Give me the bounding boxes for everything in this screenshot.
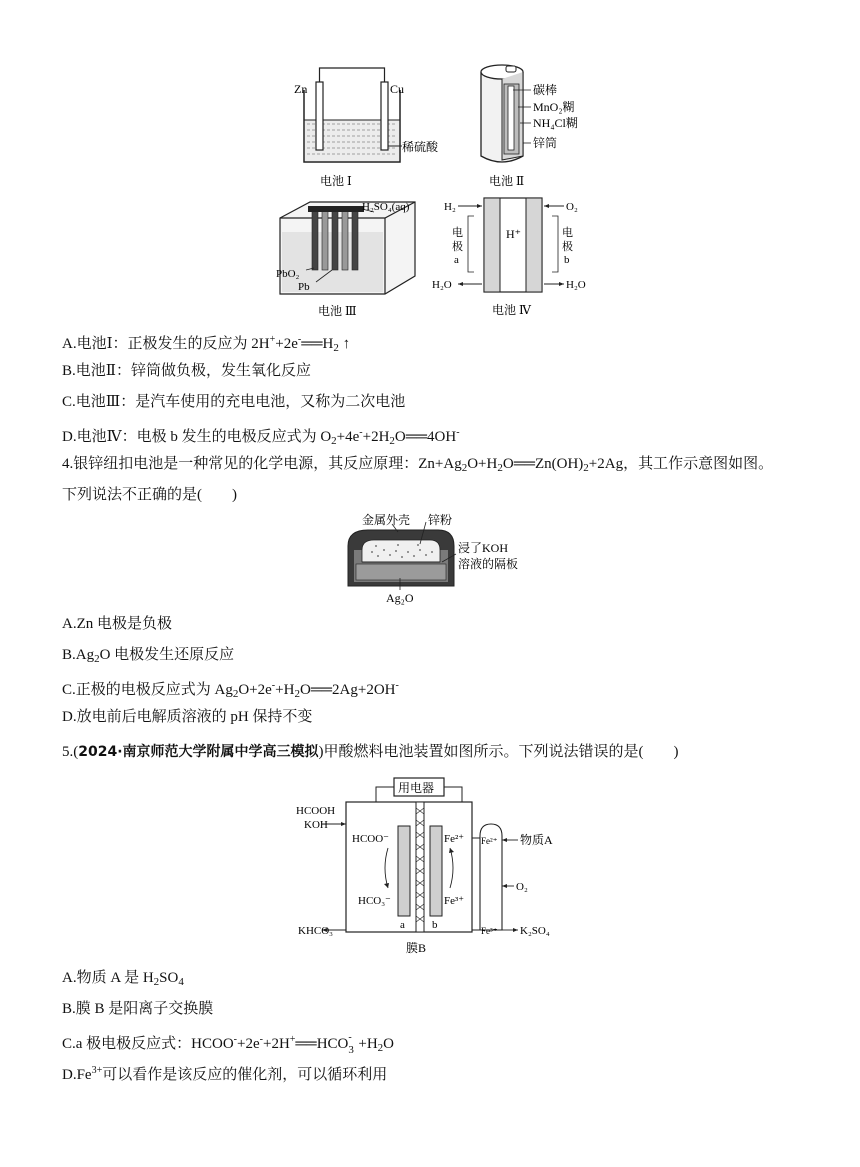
figure-formic-acid-fuel-cell	[292, 776, 582, 960]
q4-stem-line-1: 4.银锌纽扣电池是一种常见的化学电源，其反应原理：$Zn+Ag_2O+H_2O══Zn(OH)_2+2Ag$，其工作示意图如图。	[62, 456, 774, 474]
cell2-carbon-label: 碳棒	[533, 83, 558, 97]
fuel-o2-label: O₂	[516, 881, 528, 893]
fuel-fe2-right-label: Fe²⁺	[481, 836, 498, 846]
fuel-electrode-a: a	[400, 919, 405, 931]
q5-option-b: B.膜 B 是阳离子交换膜	[62, 1001, 214, 1017]
q4-stem-line-2: 下列说法不正确的是( )	[62, 487, 237, 503]
q4-option-b: $B.Ag_2O$ 电极发生还原反应	[62, 647, 235, 665]
q4-option-d: D.放电前后电解质溶液的 pH 保持不变	[62, 709, 313, 725]
q5-option-d: $D.Fe^{3+}$可以看作是该反应的催化剂，可以循环利用	[62, 1065, 388, 1083]
button-separator-label-2: 溶液的隔板	[458, 557, 519, 571]
fuel-substance-a-label: 物质A	[520, 833, 553, 847]
q3-option-b: B.电池Ⅱ：锌筒做负极，发生氧化反应	[62, 363, 311, 379]
fuel-fe3-right-label: Fe³⁺	[481, 926, 498, 936]
q3-option-a: A.电池Ⅰ：正极发生的反应为 $2H^++2e^-══H_2$ ↑	[62, 334, 351, 354]
fuel-fe2-label: Fe²⁺	[444, 833, 465, 845]
fuel-khco3-label: KHCO₃	[298, 925, 334, 937]
cell3-caption: 电池 Ⅲ	[318, 304, 357, 318]
fuel-fe3-label: Fe³⁺	[444, 895, 465, 907]
cell3-h2so4-label: H₂SO₄(aq)	[362, 201, 410, 213]
cell2-zinc-label: 锌筒	[533, 136, 558, 150]
cell1-cu-label: Cu	[390, 82, 405, 96]
cell3-pbo2-label: PbO₂	[276, 268, 300, 280]
cell4-electrode-a-1: 电	[452, 227, 463, 239]
q4-option-c: C.正极的电极反应式为 $Ag_2O+2e^-+H_2O══2Ag+2OH^-$	[62, 680, 399, 700]
fuel-hcooh-label: HCOOH	[296, 805, 336, 817]
fuel-k2so4-label: K₂SO₄	[520, 925, 550, 937]
button-shell-label: 金属外壳	[362, 513, 411, 527]
cell4-electrode-b-1: 电	[562, 227, 573, 239]
fuel-electrode-b: b	[432, 919, 438, 931]
q5-option-a: A.物质 A 是 $H_2SO_4$	[62, 970, 184, 988]
button-ag2o-label: Ag₂O	[386, 591, 414, 605]
cell4-o2-label: O₂	[566, 201, 578, 213]
cell2-caption: 电池 Ⅱ	[489, 174, 525, 188]
cell4-hplus-label: H⁺	[506, 227, 521, 241]
figure-button-cell	[338, 510, 528, 606]
cell4-electrode-a-2: 极	[452, 241, 463, 253]
cell4-h2o-left: H₂O	[432, 279, 452, 291]
fuel-membrane-label: 膜B	[406, 941, 427, 955]
cell4-h2-label: H₂	[444, 201, 456, 213]
fuel-hco3-label: HCO₃⁻	[358, 895, 391, 907]
cell4-electrode-b-2: 极	[562, 241, 573, 253]
cell4-electrode-b-3: b	[564, 254, 570, 266]
cell4-h2o-right: H₂O	[566, 279, 586, 291]
button-separator-label-1: 浸了KOH	[458, 541, 508, 555]
q5-stem: 5.(2024·南京师范大学附属中学高三模拟)甲酸燃料电池装置如图所示。下列说法错误的是( )	[62, 744, 679, 760]
cell4-electrode-a-3: a	[454, 254, 459, 266]
cell1-zn-label: Zn	[294, 82, 308, 96]
cell1-caption: 电池 Ⅰ	[320, 174, 352, 188]
figure-cell-4	[430, 196, 590, 320]
cell3-pb-label: Pb	[298, 281, 310, 293]
q3-option-c: C.电池Ⅲ：是汽车使用的充电电池，又称为二次电池	[62, 394, 406, 410]
button-zinc-label: 锌粉	[428, 513, 453, 527]
cell1-acid-label: 稀硫酸	[402, 140, 439, 154]
q5-source: 2024·南京师范大学附属中学高三模拟	[78, 744, 319, 760]
figure-cell-3	[270, 198, 435, 320]
cell2-mno2-label: MnO₂糊	[533, 100, 575, 114]
fuel-device-label: 用电器	[398, 781, 435, 795]
figure-cell-1	[290, 60, 439, 195]
q3-option-d: D.电池Ⅳ：电极 b 发生的电极反应式为 $O_2+4e^-+2H_2O══4OH^-$	[62, 427, 460, 447]
figure-cell-2	[475, 60, 605, 195]
q4-option-a: A.Zn 电极是负极	[62, 616, 172, 632]
q5-option-c: C.a 极电极反应式：HCOO-+2e-+2H+══HCO - 3 $+H_2O$	[62, 1032, 394, 1056]
cell2-nh4cl-label: NH₄Cl糊	[533, 116, 578, 130]
cell4-caption: 电池 Ⅳ	[492, 303, 531, 317]
fuel-koh-label: KOH	[304, 819, 328, 831]
fuel-hcoo-label: HCOO⁻	[352, 833, 389, 845]
